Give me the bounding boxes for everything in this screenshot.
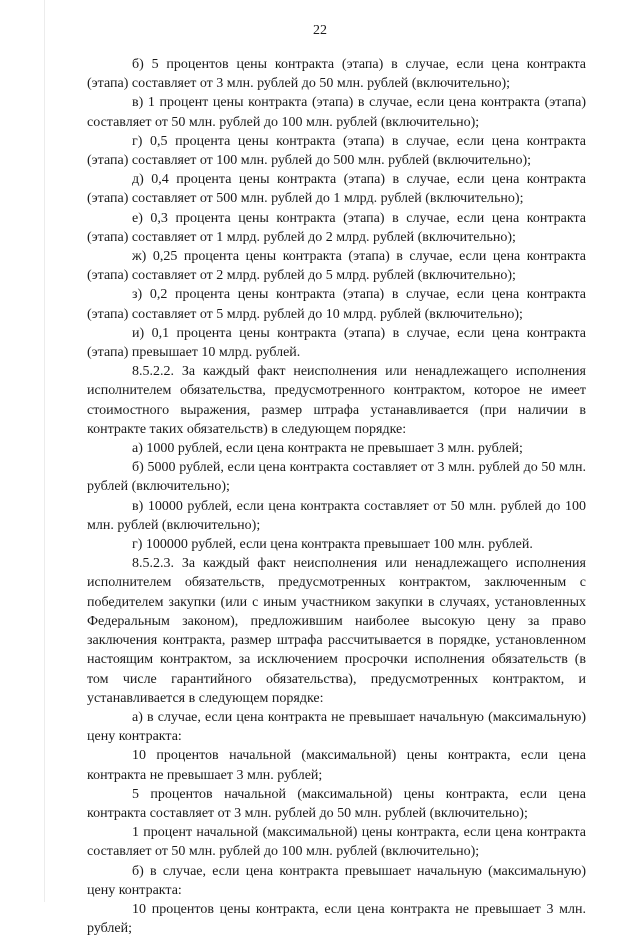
clause-8-5-2-2: 8.5.2.2. За каждый факт неисполнения или ненадлежащего исполнения исполнителем обязательства, предусмотренного контрактом, которое не имеет стоимостного выражения, размер штрафа устанавливается (при наличии в контракте таких обязательств) в следующем порядке:: [87, 364, 586, 437]
paragraph-b-5-percent: б) 5 процентов цены контракта (этапа) в случае, если цена контракта (этапа) составляет от 3 млн. рублей до 50 млн. рублей (включительно);: [87, 57, 586, 92]
paragraph-zh-0-25-percent: ж) 0,25 процента цены контракта (этапа) в случае, если цена контракта (этапа) составляет от 2 млрд. рублей до 5 млрд. рублей (включительно);: [87, 249, 586, 284]
case-a-1-percent: 1 процент начальной (максимальной) цены контракта, если цена контракта составляет от 50 млн. рублей до 100 млн. рублей (включительно);: [87, 825, 586, 860]
page-edge-line: [44, 0, 45, 902]
case-b-10-percent: 10 процентов цены контракта, если цена контракта не превышает 3 млн. рублей;: [87, 901, 586, 937]
fine-item-g-100000: г) 100000 рублей, если цена контракта превышает 100 млн. рублей.: [132, 537, 533, 553]
clause-8-5-2-3: 8.5.2.3. За каждый факт неисполнения или ненадлежащего исполнения исполнителем обязательств, предусмотренных контрактом, заключенным с победителем закупки (или с иным участником закупки в случаях, установленных Федеральным законом), предложившим наиболее высокую цену за право заключения контракта, размер штрафа рассчитывается в порядке, установленном настоящим контрактом, за исключением просрочки исполнения обязательств (в том числе гарантийного обязательства), предусмотренных контрактом, и устанавливается в следующем порядке:: [87, 556, 586, 706]
paragraph-i-0-1-percent: и) 0,1 процента цены контракта (этапа) в случае, если цена контракта (этапа) превышает 10 млрд. рублей.: [87, 325, 586, 361]
fine-item-v-10000: в) 10000 рублей, если цена контракта составляет от 50 млн. рублей до 100 млн. рублей (включительно);: [87, 498, 586, 533]
paragraph-e-0-3-percent: е) 0,3 процента цены контракта (этапа) в случае, если цена контракта (этапа) составляет от 1 млрд. рублей до 2 млрд. рублей (включительно);: [87, 210, 586, 245]
case-b-exceeding: б) в случае, если цена контракта превышает начальную (максимальную) цену контракта:: [87, 863, 586, 898]
case-a-5-percent: 5 процентов начальной (максимальной) цены контракта, если цена контракта составляет от 3 млн. рублей до 50 млн. рублей (включительно);: [87, 786, 586, 821]
paragraph-z-0-2-percent: з) 0,2 процента цены контракта (этапа) в случае, если цена контракта (этапа) составляет от 5 млрд. рублей до 10 млрд. рублей (включительно);: [87, 287, 586, 322]
case-a-not-exceeding: а) в случае, если цена контракта не превышает начальную (максимальную) цену контракта:: [87, 709, 586, 745]
document-body: [87, 55, 586, 938]
case-a-10-percent: 10 процентов начальной (максимальной) цены контракта, если цена контракта не превышает 3 млн. рублей;: [87, 748, 586, 783]
page-number: 22: [313, 23, 327, 38]
paragraph-v-1-percent: в) 1 процент цены контракта (этапа) в случае, если цена контракта (этапа) составляет от 50 млн. рублей до 100 млн. рублей (включительно);: [87, 95, 586, 130]
fine-item-b-5000: б) 5000 рублей, если цена контракта составляет от 3 млн. рублей до 50 млн. рублей (включительно);: [87, 460, 586, 495]
fine-item-a-1000: а) 1000 рублей, если цена контракта не превышает 3 млн. рублей;: [132, 441, 523, 457]
paragraph-g-0-5-percent: г) 0,5 процента цены контракта (этапа) в случае, если цена контракта (этапа) составляет от 100 млн. рублей до 500 млн. рублей (включительно);: [87, 133, 586, 169]
paragraph-d-0-4-percent: д) 0,4 процента цены контракта (этапа) в случае, если цена контракта (этапа) составляет от 500 млн. рублей до 1 млрд. рублей (включительно);: [87, 172, 586, 207]
